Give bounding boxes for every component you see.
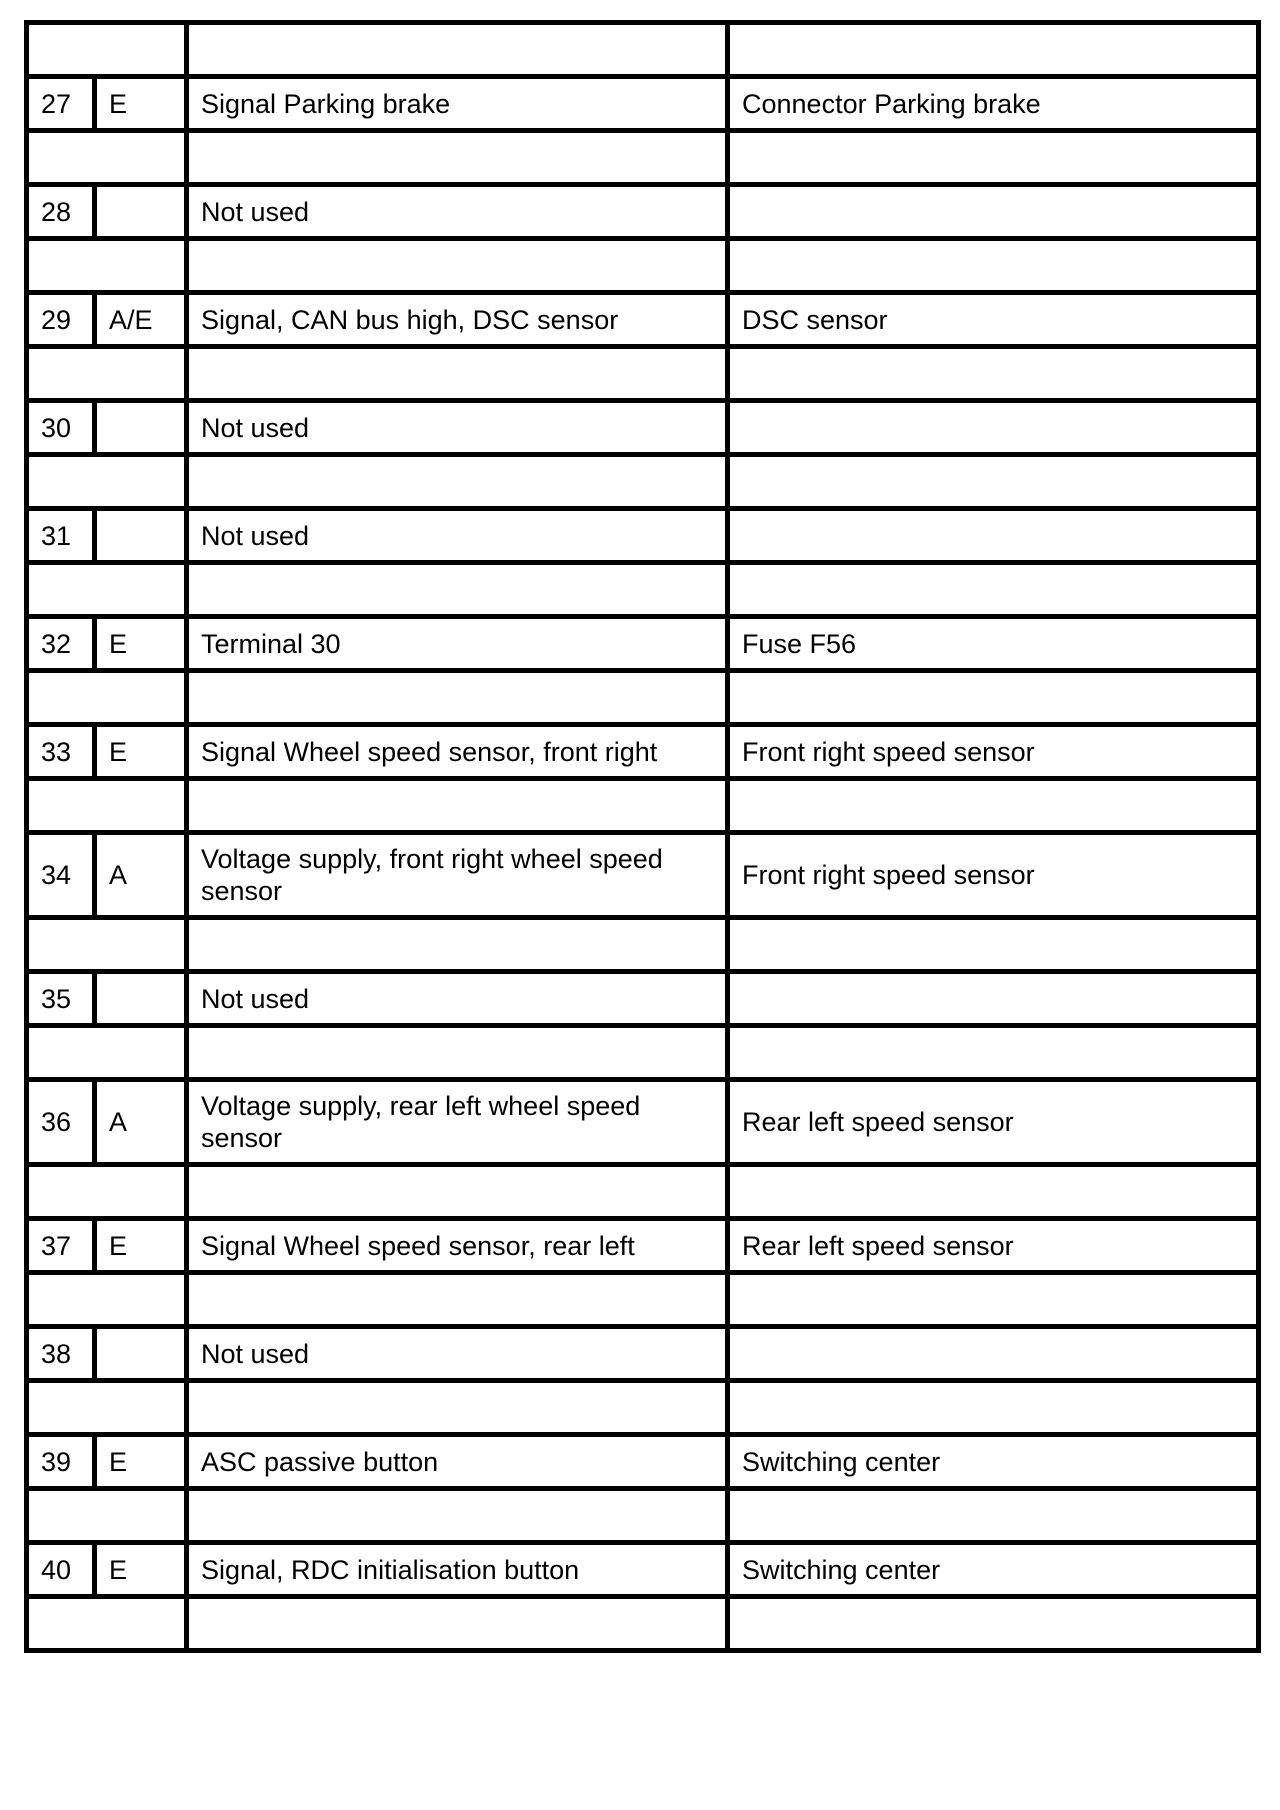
spacer-cell: [187, 239, 728, 293]
spacer-cell: [728, 1165, 1259, 1219]
description-cell: Voltage supply, front right wheel speed sensor: [187, 833, 728, 918]
signal-type-cell: E: [95, 725, 187, 779]
description-cell: Signal, CAN bus high, DSC sensor: [187, 293, 728, 347]
spacer-cell: [27, 347, 187, 401]
spacer-cell: [27, 1273, 187, 1327]
spacer-cell: [27, 455, 187, 509]
table-row: [27, 1080, 1259, 1165]
pin-number-cell: 27: [27, 77, 95, 131]
signal-type-cell: [95, 401, 187, 455]
pin-number-cell: 32: [27, 617, 95, 671]
signal-type-cell: A: [95, 1080, 187, 1165]
spacer-cell: [728, 563, 1259, 617]
table-row: [27, 509, 1259, 563]
spacer-cell: [728, 1489, 1259, 1543]
spacer-cell: [27, 563, 187, 617]
spacer-cell: [728, 1381, 1259, 1435]
spacer-cell: [187, 779, 728, 833]
spacer-cell: [27, 918, 187, 972]
spacer-cell: [728, 1273, 1259, 1327]
spacer-row: [27, 563, 1259, 617]
spacer-row: [27, 347, 1259, 401]
connection-cell: DSC sensor: [728, 293, 1259, 347]
pin-number-cell: 38: [27, 1327, 95, 1381]
spacer-cell: [187, 918, 728, 972]
spacer-cell: [728, 1026, 1259, 1080]
table-row: [27, 185, 1259, 239]
spacer-cell: [187, 563, 728, 617]
connection-cell: Rear left speed sensor: [728, 1219, 1259, 1273]
table-row: [27, 617, 1259, 671]
connection-cell: Switching center: [728, 1543, 1259, 1597]
table-row: [27, 972, 1259, 1026]
pin-number-cell: 36: [27, 1080, 95, 1165]
spacer-row: [27, 1381, 1259, 1435]
connection-cell: Rear left speed sensor: [728, 1080, 1259, 1165]
pin-number-cell: 40: [27, 1543, 95, 1597]
spacer-cell: [27, 239, 187, 293]
pin-number-cell: 30: [27, 401, 95, 455]
table-row: [27, 77, 1259, 131]
table-row: [27, 1543, 1259, 1597]
description-cell: Not used: [187, 972, 728, 1026]
spacer-row: [27, 1026, 1259, 1080]
connection-cell: [728, 185, 1259, 239]
spacer-row: [27, 131, 1259, 185]
signal-type-cell: E: [95, 1543, 187, 1597]
description-cell: Not used: [187, 185, 728, 239]
spacer-cell: [27, 1165, 187, 1219]
spacer-cell: [27, 779, 187, 833]
connection-cell: [728, 1327, 1259, 1381]
spacer-row: [27, 455, 1259, 509]
pin-table-body: [27, 23, 1259, 1651]
spacer-cell: [728, 239, 1259, 293]
connection-cell: Front right speed sensor: [728, 725, 1259, 779]
spacer-row: [27, 918, 1259, 972]
description-cell: Terminal 30: [187, 617, 728, 671]
signal-type-cell: [95, 1327, 187, 1381]
pin-number-cell: 31: [27, 509, 95, 563]
spacer-row: [27, 1165, 1259, 1219]
spacer-cell: [728, 1597, 1259, 1651]
pin-number-cell: 35: [27, 972, 95, 1026]
connection-cell: Switching center: [728, 1435, 1259, 1489]
spacer-row: [27, 1273, 1259, 1327]
spacer-row: [27, 671, 1259, 725]
signal-type-cell: A: [95, 833, 187, 918]
spacer-cell: [728, 347, 1259, 401]
signal-type-cell: [95, 509, 187, 563]
spacer-cell: [27, 23, 187, 77]
spacer-cell: [187, 1381, 728, 1435]
connection-cell: [728, 401, 1259, 455]
signal-type-cell: E: [95, 1219, 187, 1273]
spacer-cell: [187, 1273, 728, 1327]
spacer-cell: [27, 671, 187, 725]
connection-cell: [728, 972, 1259, 1026]
spacer-cell: [187, 1597, 728, 1651]
signal-type-cell: E: [95, 77, 187, 131]
spacer-cell: [27, 1489, 187, 1543]
table-row: [27, 833, 1259, 918]
spacer-cell: [728, 131, 1259, 185]
spacer-cell: [187, 455, 728, 509]
spacer-cell: [728, 23, 1259, 77]
pin-assignment-table: [24, 20, 1261, 1653]
description-cell: Signal Parking brake: [187, 77, 728, 131]
table-row: [27, 725, 1259, 779]
spacer-cell: [728, 671, 1259, 725]
spacer-cell: [187, 347, 728, 401]
pin-number-cell: 37: [27, 1219, 95, 1273]
description-cell: Signal Wheel speed sensor, rear left: [187, 1219, 728, 1273]
spacer-row: [27, 779, 1259, 833]
spacer-cell: [27, 131, 187, 185]
spacer-cell: [27, 1381, 187, 1435]
signal-type-cell: [95, 972, 187, 1026]
description-cell: ASC passive button: [187, 1435, 728, 1489]
pin-number-cell: 39: [27, 1435, 95, 1489]
table-row: [27, 1219, 1259, 1273]
description-cell: Not used: [187, 1327, 728, 1381]
connection-cell: Fuse F56: [728, 617, 1259, 671]
signal-type-cell: [95, 185, 187, 239]
description-cell: Signal Wheel speed sensor, front right: [187, 725, 728, 779]
spacer-cell: [187, 1165, 728, 1219]
spacer-cell: [187, 1489, 728, 1543]
spacer-cell: [27, 1026, 187, 1080]
signal-type-cell: E: [95, 1435, 187, 1489]
spacer-row: [27, 1597, 1259, 1651]
spacer-row: [27, 239, 1259, 293]
signal-type-cell: A/E: [95, 293, 187, 347]
description-cell: Not used: [187, 509, 728, 563]
spacer-cell: [728, 455, 1259, 509]
spacer-cell: [187, 1026, 728, 1080]
pin-number-cell: 28: [27, 185, 95, 239]
table-row: [27, 293, 1259, 347]
description-cell: Not used: [187, 401, 728, 455]
connection-cell: Front right speed sensor: [728, 833, 1259, 918]
spacer-cell: [187, 23, 728, 77]
description-cell: Signal, RDC initialisation button: [187, 1543, 728, 1597]
pin-number-cell: 34: [27, 833, 95, 918]
pin-number-cell: 33: [27, 725, 95, 779]
pin-number-cell: 29: [27, 293, 95, 347]
connection-cell: Connector Parking brake: [728, 77, 1259, 131]
table-row: [27, 1327, 1259, 1381]
connection-cell: [728, 509, 1259, 563]
signal-type-cell: E: [95, 617, 187, 671]
spacer-row: [27, 1489, 1259, 1543]
table-row: [27, 1435, 1259, 1489]
spacer-cell: [187, 671, 728, 725]
spacer-cell: [27, 1597, 187, 1651]
spacer-row: [27, 23, 1259, 77]
spacer-cell: [187, 131, 728, 185]
spacer-cell: [728, 918, 1259, 972]
spacer-cell: [728, 779, 1259, 833]
description-cell: Voltage supply, rear left wheel speed sensor: [187, 1080, 728, 1165]
table-row: [27, 401, 1259, 455]
